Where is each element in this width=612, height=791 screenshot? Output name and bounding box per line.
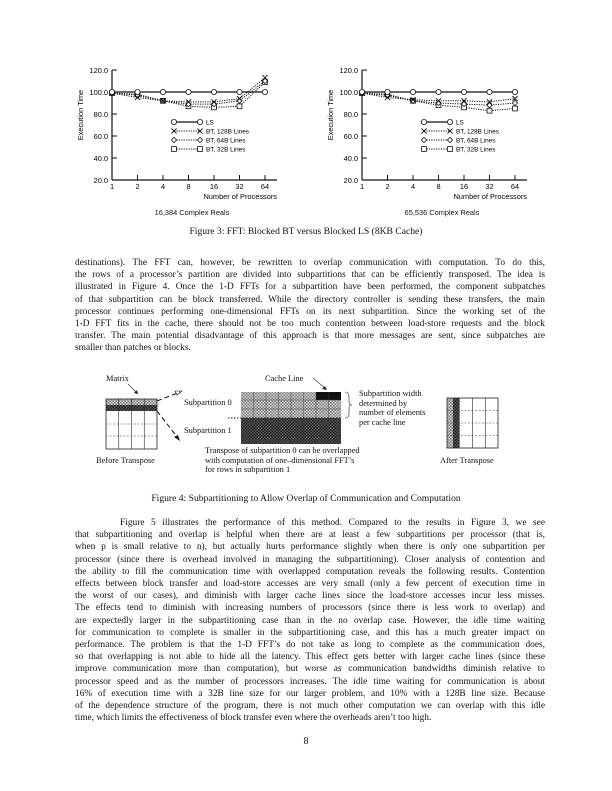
transpose-note: Transpose of subpartition 0 can be overlapped with computation of one–dimensional FFT’s for rows in subpartition 1 <box>205 446 360 475</box>
text-line: of the dependence structure of the program, there is not much other computation we can overlap with this idle <box>75 701 545 712</box>
text-line: effects between block transfer and load-store accesses are very small (only a few percent of execution time in <box>75 579 545 590</box>
figure4-diagram <box>60 374 560 490</box>
svg-text:BT, 32B Lines: BT, 32B Lines <box>206 146 246 154</box>
svg-text:40.0: 40.0 <box>93 154 108 163</box>
before-matrix <box>106 384 182 449</box>
chart-subtitle: 65,536 Complex Reals <box>404 208 480 217</box>
text-line: improve communication more than computation), but worse as communication bandwidths diminish relative to <box>75 664 545 675</box>
text-line: so that overlapping is not able to hide all the latency. This effect gets better with larger cache lines (since these <box>75 652 545 663</box>
svg-text:120.0: 120.0 <box>89 66 108 75</box>
svg-text:8: 8 <box>186 182 191 191</box>
matrix-label: Matrix <box>106 374 129 383</box>
svg-text:60.0: 60.0 <box>343 132 358 141</box>
svg-text:LS: LS <box>456 119 464 127</box>
page-number: 8 <box>303 736 309 747</box>
before-transpose-label: Before Transpose <box>96 456 155 465</box>
svg-text:32: 32 <box>235 182 244 191</box>
chart-65536 <box>322 58 562 228</box>
paragraph-2 <box>75 517 545 724</box>
svg-text:20.0: 20.0 <box>93 176 108 185</box>
svg-text:1: 1 <box>109 182 115 191</box>
svg-text:64: 64 <box>260 182 270 191</box>
svg-text:16: 16 <box>209 182 219 191</box>
chart-16384 <box>72 58 312 228</box>
svg-text:120.0: 120.0 <box>339 66 358 75</box>
svg-text:32: 32 <box>485 182 494 191</box>
svg-text:2: 2 <box>135 182 140 191</box>
svg-text:2: 2 <box>385 182 390 191</box>
svg-text:80.0: 80.0 <box>343 110 358 119</box>
series-ls <box>359 89 517 94</box>
svg-text:4: 4 <box>410 182 416 191</box>
text-line: time, which limits the effectiveness of block transfer even where the overheads aren’t too high. <box>75 713 432 724</box>
text-line: the worst of our cases), and diminish with larger cache lines since the load-store accesses incur less misses. <box>75 591 545 602</box>
text-line: are expectedly larger in the subpartitioning case than in the no overlap case. However, the idle time waiting <box>75 615 545 626</box>
line-chart-65536 <box>322 58 562 228</box>
svg-text:16: 16 <box>459 182 469 191</box>
svg-text:BT, 128B Lines: BT, 128B Lines <box>456 128 499 136</box>
svg-text:4: 4 <box>160 182 166 191</box>
svg-text:BT, 64B Lines: BT, 64B Lines <box>206 137 246 145</box>
text-line: processor continues performing one-dimensional FFTs on its next subpartition. Since the working set of the <box>75 306 545 317</box>
paragraph-1 <box>75 257 545 355</box>
text-line: when p is small relative to n), but actually hurts performance slightly when there is only one subpartition per <box>75 542 545 553</box>
svg-text:80.0: 80.0 <box>93 110 108 119</box>
svg-text:1: 1 <box>359 182 365 191</box>
svg-text:8: 8 <box>436 182 441 191</box>
cache-line-label: Cache Line <box>265 374 304 383</box>
paragraph-2-first-line: Figure 5 illustrates the performance of this method. Compared to the results in Figure 3, we see <box>120 518 545 528</box>
svg-text:60.0: 60.0 <box>93 132 108 141</box>
svg-text:Number of Processors: Number of Processors <box>453 192 527 201</box>
svg-text:40.0: 40.0 <box>343 154 358 163</box>
text-line: transfer. The main potential disadvantage of this approach is that more messages are sent, since subpatches are <box>75 331 545 342</box>
text-line: that subpartitioning and overlap is helpful when there are at least a few subpartitions per processor (that is, <box>75 530 545 541</box>
svg-text:BT, 64B Lines: BT, 64B Lines <box>456 137 496 145</box>
text-line: illustrated in Figure 4. Once the 1-D FFTs for a subpartition have been performed, the component subpatches <box>75 282 545 293</box>
svg-text:20.0: 20.0 <box>343 176 358 185</box>
figure3-caption: Figure 3: FFT: Blocked BT versus Blocked LS (8KB Cache) <box>189 226 423 237</box>
text-line: for communication to complete is smaller in the subpartitioning case, and this has a much greater impact on <box>75 627 545 638</box>
after-transpose-label: After Transpose <box>440 456 494 465</box>
svg-text:Execution Time: Execution Time <box>326 89 335 141</box>
text-line: 1-D FFT fits in the cache, there should not be too much contention between load-store requests and the block <box>75 319 545 330</box>
series-ls <box>109 89 267 94</box>
figure4-caption: Figure 4: Subpartitioning to Allow Overlap of Communication and Computation <box>151 493 461 504</box>
chart-subtitle: 16,384 Complex Reals <box>154 208 230 217</box>
svg-text:LS: LS <box>206 119 214 127</box>
subpartition-block <box>228 378 352 444</box>
subpartition0-label: Subpartition 0 <box>184 398 232 407</box>
text-line: 16% of execution time with a 32B line size for our larger problem, and 10% with a 128B line size. Because <box>75 688 545 699</box>
subpartition1-label: Subpartition 1 <box>184 426 232 435</box>
svg-text:Number of Processors: Number of Processors <box>203 192 277 201</box>
subpartition-width-note: Subpartition width determined by number of elements per cache line <box>359 389 426 427</box>
svg-text:100.0: 100.0 <box>339 88 358 97</box>
text-line: performance. The problem is that the 1-D FFT’s do not take as long to complete as the communication does, <box>75 640 545 651</box>
text-line: The effects tend to diminish with increasing numbers of processors (since there is less work to overlap) and <box>75 603 545 614</box>
text-line: processor (since there is overhead involved in managing the subpartitioning). Closer analysis of contention and <box>75 554 545 565</box>
text-line: destinations). The FFT can, however, be rewritten to overlap communication with computation. To do this, <box>75 258 545 268</box>
svg-text:100.0: 100.0 <box>89 88 108 97</box>
svg-text:64: 64 <box>510 182 520 191</box>
text-line: of that subpartition can be block transferred. While the directory controller is sending these transfers, the main <box>75 294 545 305</box>
text-line: smaller than patches or blocks. <box>75 343 191 354</box>
svg-text:BT, 128B Lines: BT, 128B Lines <box>206 128 249 136</box>
text-line: processor speed and as the number of processors increases. The idle time waiting for communication is about <box>75 676 545 687</box>
line-chart-16384 <box>72 58 312 228</box>
svg-text:BT, 32B Lines: BT, 32B Lines <box>456 146 496 154</box>
text-line: the ability to fill the communication time with overlapped computation reveals the following results. Contention <box>75 566 545 577</box>
svg-text:Execution Time: Execution Time <box>76 89 85 141</box>
after-matrix <box>447 398 498 448</box>
text-line: the rows of a processor’s partition are divided into subpartitions that can be efficiently transposed. The idea is <box>75 270 545 281</box>
